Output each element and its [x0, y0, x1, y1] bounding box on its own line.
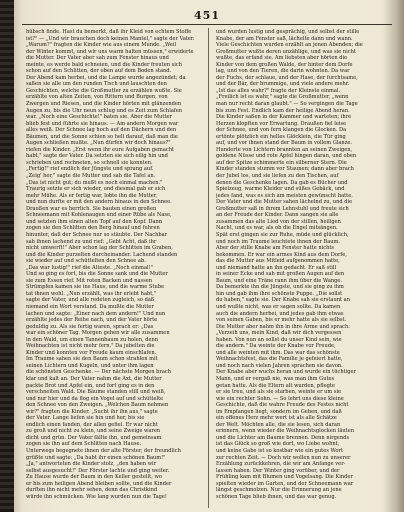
- text-line: lag, und von den Tieren, die darin wohnten. Da war: [216, 68, 350, 75]
- text-line: ist das Glück so groß wie dort, wo Liebe wohnt,: [216, 441, 340, 448]
- text-line: und nur hier und da flog ein Vogel auf und schüttelte: [26, 395, 164, 402]
- text-line: seinen Lichtern und Kugeln, und unter ihm lagen: [26, 362, 154, 369]
- text-line: Knabe, der am Fenster saß, lächelte dann und wann.: [216, 35, 353, 42]
- text-line: er sie treu, und als sie starben, weinte er um sie: [216, 389, 342, 396]
- text-line: haben. Von nun an sollst du unser Kind sein, wie: [216, 336, 342, 343]
- text-line: selbst ausgesucht!" Der Förster lachte und ging weiter.: [26, 467, 170, 474]
- text-line: Spielzeug, warme Kleider und süßes Gebäck, und: [216, 186, 345, 193]
- text-column-right: [216, 29, 388, 509]
- text-line: endlich einen fanden, der allen gefiel. Er war nicht: [26, 421, 158, 428]
- text-line: würde ihn schmücken. Wie lang wurden nun die Tage!: [26, 493, 167, 500]
- book-spine: [0, 0, 14, 512]
- text-line: Zu Hause wurde der Baum in den Keller gestellt, wo: [26, 474, 162, 481]
- text-line: Mann, und er vergaß nie, was man ihm Gutes: [216, 375, 335, 382]
- text-line: Geschichte, daß die wahre Freude des Festes nicht: [216, 402, 349, 409]
- text-line: der Winter kommt, und wir uns warm halten müssen," erwiderte: [26, 48, 194, 55]
- text-line: der Welt. Möchten alle, die sie lesen, sich daran: [216, 421, 341, 428]
- text-line: erzählte jedes der Reihe nach, und der Vater hörte: [26, 317, 158, 324]
- text-line: „Verzeih uns, mein Kind, daß wir dich vergessen: [216, 330, 342, 337]
- text-line: alles weiß. Der Schnee lag hoch auf den Dächern und den: [26, 127, 177, 134]
- text-line: denen die Geschenke lagen. Da gab es Bücher und: [216, 179, 348, 186]
- text-line: Aber der stille Knabe am Fenster hatte nichts: [216, 245, 335, 252]
- text-line: getan hatte. Als die Eltern alt wurden, pflegte: [216, 382, 335, 389]
- text-line: ein offenes Herz mehr wert ist als alle Schätze: [216, 415, 337, 422]
- page-number: 451: [194, 9, 220, 22]
- text-line: goldene Nüsse und rote Äpfel hingen daran, und oben: [216, 153, 357, 160]
- text-line: sie wieder auf und schüttelten den Schnee ab.: [26, 258, 146, 265]
- text-line: zu groß und nicht zu klein, und seine Zweige waren: [26, 428, 161, 435]
- text-line: sagte der Vater, und alle redeten zugleich, so daß: [26, 297, 155, 304]
- text-line: niemand ein Wort verstand. Da mußte die Mutter: [26, 303, 154, 310]
- text-line: die schönsten Geschenke. — Der nächste Morgen brach: [26, 369, 172, 376]
- text-line: bekommen. Er war ein armes Kind aus dem Dorfe,: [216, 251, 347, 258]
- text-line: zur rechten Zeit. — Doch wir wollen nun zu unserer: [216, 454, 351, 461]
- text-line: Geschichten, welche die Großmutter zu erzählen wußte. Sie: [26, 87, 182, 94]
- text-line: „Zeig' her," sagte die Mutter und sah die Tafel an.: [26, 173, 156, 180]
- text-line: und die Kinder purzelten durcheinander. Lachend standen: [26, 251, 178, 258]
- text-line: Zwergen und Riesen, und die Kinder hörten mit glänzenden: [26, 101, 182, 108]
- text-line: „Ja," antworteten die Kinder stolz, „den haben wir: [26, 461, 157, 468]
- text-line: war ein schöner Tag. Morgen gehen wir alle zusammen: [26, 330, 170, 337]
- text-line: Großmutter saß in ihrem Lehnstuhl und freute sich: [216, 205, 349, 212]
- text-line: man nur recht daran glaubt." — So vergingen die Tage: [216, 101, 358, 108]
- text-line: und nun durfte er mit den andern hinaus in den Schnee.: [26, 199, 172, 206]
- text-line: saßen sie alle um den runden Tisch und lauschten den: [26, 81, 167, 88]
- text-line: riefen die Kinder. „Erst wenn ihr eure Aufgaben gemacht: [26, 146, 175, 153]
- text-line: habt," sagte der Vater. Da setzten sie sich eilig hin und: [26, 153, 168, 160]
- text-line: Da bemerkte ihn die Jüngste, und sie ging zu ihm: [216, 284, 344, 291]
- text-line: wußte, das erfand sie. Am liebsten aber hörten die: [216, 55, 348, 62]
- text-line: „Das ist nicht gut; du mußt es noch einmal machen.": [26, 179, 163, 186]
- text-line: hin und gab ihm ihre schönste Puppe. „Die sollst: [216, 290, 343, 297]
- text-line: Und so ging es fort, bis die Sonne sank und die Mutter: [26, 271, 168, 278]
- text-line: der Jubel los, und sie liefen zu den Tischen, auf: [216, 173, 339, 180]
- text-line: den Schnee von den Zweigen. „Welchen Baum nehmen: [26, 402, 169, 409]
- text-line: „Das war lustig!" rief die Älteste. „Noch einmal!": [26, 264, 154, 271]
- text-line: und wurden lustig und gesprächig, und selbst der stille: [216, 29, 360, 35]
- text-line: Nacht, und es war, als ob die Engel mitsängen.: [216, 225, 338, 232]
- text-line: lachen und sagte: „Einer nach dem andern!" Und nun: [26, 310, 166, 317]
- text-line: packte Brot und Äpfel ein, und fort ging es in den: [26, 382, 155, 389]
- text-line: blieb fest und führte sie hinaus. — Am andern Morgen war: [26, 120, 179, 127]
- column-divider: [208, 28, 209, 508]
- text-line: auch die andern herbei, und jedes gab ihm etwas: [216, 310, 344, 317]
- text-line: zogen sie ihn auf dem Schlitten nach Hause.: [26, 441, 142, 448]
- text-line: jedes fand, was es sich am meisten gewünscht hatte.: [216, 192, 353, 199]
- text-line: im Empfangen liegt, sondern im Geben, und daß: [216, 408, 342, 415]
- text-line: und noch nach vielen Jahren sprachen sie davon.: [216, 362, 343, 369]
- text-line: du haben," sagte sie. Der Knabe sah sie erstaunt an: [216, 297, 350, 304]
- page-edge-shadow: [384, 0, 404, 512]
- text-line: schon auf den Schlitten, der oben auf dem Boden stand.: [26, 68, 172, 75]
- text-line: Weihnachten ist nicht mehr fern." Da jubelten die: [26, 343, 155, 350]
- text-line: erzählte von alten Zeiten, von Rittern und Burgen, von: [26, 94, 168, 101]
- text-line: Traurig setzte er sich wieder, und diesmal gab er sich: [26, 186, 166, 193]
- text-line: von seinen Gaben, bis er mehr hatte als sie selbst.: [216, 317, 347, 324]
- text-line: tat ihnen wohl. „Nun erzählt, was ihr erlebt habt,": [26, 290, 157, 297]
- text-column-left: [26, 29, 198, 509]
- text-line: Kinder standen stumm vor Staunen; dann aber brach: [216, 166, 354, 173]
- text-line: Kinder und konnten vor Freude kaum einschlafen.: [26, 349, 157, 356]
- text-line: zusammen das alte Lied von der stillen, heiligen: [216, 218, 341, 225]
- text-line: er bis zum heiligen Abend bleiben sollte, und die Kinder: [26, 480, 172, 487]
- text-line: und alle weinten mit ihm. Das war das schönste: [216, 349, 340, 356]
- text-line: war. „Noch eine Geschichte!" baten sie. Aber die Mutter: [26, 114, 172, 121]
- text-line: wie ein rechter Sohn. — So lehrt uns diese kleine: [216, 395, 344, 402]
- text-line: und die Lichter am Baume brennen. Denn nirgends: [216, 434, 350, 441]
- text-line: erinnern, wenn wieder die Weihnachtsglocken läuten: [216, 428, 354, 435]
- text-line: Weihnachtsfest, das die Familie je gefeiert hatte,: [216, 356, 343, 363]
- text-line: klar und kalt an. Der Vater nahm die Axt, die Mutter: [26, 375, 162, 382]
- text-line: Spät erst gingen sie zur Ruhe, müde und glücklich,: [216, 231, 349, 238]
- page-header: [22, 10, 392, 25]
- text-line: auf der Spitze schimmerte ein silberner Stern. Die: [216, 159, 347, 166]
- text-line: ertönte plötzlich ein helles Glöcklein, die Tür ging: [216, 133, 346, 140]
- text-line: an der Freude der Kinder. Dann sangen sie alle: [216, 212, 339, 219]
- text-line: längst geschmolzen. Nur die Erinnerung an jene: [216, 487, 342, 494]
- text-line: Die Kinder saßen in der Kammer und warteten; ihre: [216, 114, 352, 121]
- text-line: Unterwegs begegnete ihnen der alte Förster, der freundlich: [26, 448, 181, 454]
- text-line: Im Traume sahen sie den Baum schon strahlen mit: [26, 356, 158, 363]
- text-line: schönen Tage blieb ihnen, und das war genug.: [216, 493, 337, 500]
- text-line: und der Bär, der brummige, und viele andere mehr.: [216, 81, 350, 88]
- text-line: die andern." Da weinte der Knabe vor Freude,: [216, 343, 336, 350]
- text-line: spielten wieder im Garten, und der Schneemann war: [216, 480, 354, 487]
- text-line: ist?" — „Und wir brauchen doch keinen Mantel," sagte der Vater.: [26, 35, 195, 42]
- text-line: sah ihnen lachend zu und rief: „Gebt Acht, daß ihr: [26, 238, 157, 245]
- text-line: Die Mutter aber nahm ihn in ihre Arme und sprach:: [216, 323, 350, 330]
- text-line: und niemand hatte an ihn gedacht. Er saß still: [216, 264, 337, 271]
- text-line: Erzählung zurückkehren, die wir am Anfange ver-: [216, 461, 346, 468]
- text-line: geduldig zu. Als sie fertig waren, sprach er: „Das: [26, 323, 154, 330]
- text-line: und setzten ihm einen alten Topf auf den Kopf. Dann: [26, 218, 163, 225]
- text-line: Frühling kam mit Blumen und Vogelsang. Die Kinder: [216, 474, 353, 481]
- text-line: auf, und vor ihnen stand der Baum in vollem Glanze.: [216, 140, 353, 147]
- text-line: das die Mutter aus Mitleid aufgenommen hatte,: [216, 258, 340, 265]
- text-line: Viele Geschichten wurden erzählt an jenen Abenden; die: [216, 42, 363, 49]
- text-line: und wußte nicht, was er sagen sollte. Da kamen: [216, 303, 341, 310]
- text-line: Hunderte von Lichtern brannten an seinen Zweigen,: [216, 146, 353, 153]
- text-line: der Fuchs, der schlaue, und der Hase, der furchtsame,: [216, 74, 358, 81]
- book-page: [22, 0, 398, 512]
- text-line: der Vater. Lange liefen sie hin und her, bis sie: [26, 415, 145, 422]
- text-line: Augen zu, bis die Uhr neun schlug und es Zeit zum Schlafen: [26, 107, 183, 114]
- text-line: „Fertig!" rief endlich der Jüngste und sprang auf.: [26, 166, 154, 173]
- text-line: Strümpfen kamen sie ins Haus, und die warme Stube: [26, 284, 164, 291]
- text-line: der Schnee, und von fern klangen die Glocken. Da: [216, 127, 347, 134]
- text-line: dicht und grün. Der Vater fällte ihn, und gemeinsam: [26, 434, 162, 441]
- text-line: Bäumen, und die Sonne schien so hell darauf, daß man die: [26, 133, 178, 140]
- text-line: sie zum Essen rief. Mit roten Backen und nassen: [26, 277, 153, 284]
- text-line: Baum, und eine Träne rann ihm über die Wange.: [216, 277, 343, 284]
- text-line: mehr Mühe. Als er fertig war, lobte ihn die Mutter,: [26, 192, 158, 199]
- text-line: Kinder von dem großen Walde, der hinter dem Dorfe: [216, 61, 353, 68]
- text-line: in den Wald, um einen Tannenbaum zu holen, denn: [26, 336, 159, 343]
- text-line: die Mutter. Der Vater aber sah zum Fenster hinaus und: [26, 55, 169, 62]
- text-line: Großmutter wußte deren unzählige, und was sie nicht: [216, 48, 356, 55]
- text-line: und keine Gabe ist so kostbar wie ein gutes Wort: [216, 448, 343, 454]
- text-line: lassen haben. Der Winter ging vorüber, und der: [216, 467, 340, 474]
- text-line: Herzen klopften vor Erwartung. Draußen fiel leise: [216, 120, 347, 127]
- text-line: hinunter, daß der Schnee nur so stäubte. Der Nachbar: [26, 231, 168, 238]
- text-line: Der Vater und die Mutter sahen lächelnd zu, und die: [216, 199, 353, 206]
- text-line: verschneiten Wald. Die Bäume standen still und weiß,: [26, 389, 166, 396]
- text-line: bis zum Fest. Endlich kam der heilige Abend heran.: [216, 107, 350, 114]
- text-line: durften ihn nicht mehr sehen, denn das Christkind: [26, 487, 158, 494]
- text-line: nicht umwerft!" Aber schon lag der Schlitten im Graben,: [26, 245, 173, 252]
- text-line: grüßte und sagte: „Da habt ihr einen schönen Baum!": [26, 454, 166, 461]
- text-line: Der Abend kam herbei, und die Lampe wurde angezündet; da: [26, 74, 186, 81]
- text-line: zogen sie den Schlitten den Berg hinauf und fuhren: [26, 225, 160, 232]
- text-line: „Ist das alles wahr?" fragte der Kleinste einmal.: [216, 87, 341, 94]
- text-line: in seiner Ecke und sah mit großen Augen auf den: [216, 271, 345, 278]
- text-line: Augen schließen mußte. „Nun dürfen wir doch hinaus?": [26, 140, 171, 147]
- text-line: Schneemann mit Kohlenaugen und einer Rübe als Nase,: [26, 212, 172, 219]
- text-line: schrieben und rechneten, so schnell sie konnten.: [26, 159, 153, 166]
- text-line: Draußen war es herrlich. Sie bauten einen großen: [26, 205, 157, 212]
- text-line: meinte, es werde bald schneien, und die Kinder freuten sich: [26, 61, 182, 68]
- text-line: und noch im Traume leuchtete ihnen der Baum.: [216, 238, 340, 245]
- text-line: „Freilich ist es wahr," sagte die Großmutter, „wenn: [216, 94, 349, 101]
- text-line: hübsch finde. Hast du bemerkt, daß ihr Kleid von echtem Stoffe: [26, 29, 192, 35]
- text-line: „Warum?" fragten die Kinder wie aus einem Munde. „Weil: [26, 42, 177, 49]
- text-line: wir?" fragten die Kinder. „Sucht ihr ihn aus," sagte: [26, 408, 158, 415]
- text-line: Der Knabe aber wuchs heran und wurde ein tüchtiger: [216, 369, 357, 376]
